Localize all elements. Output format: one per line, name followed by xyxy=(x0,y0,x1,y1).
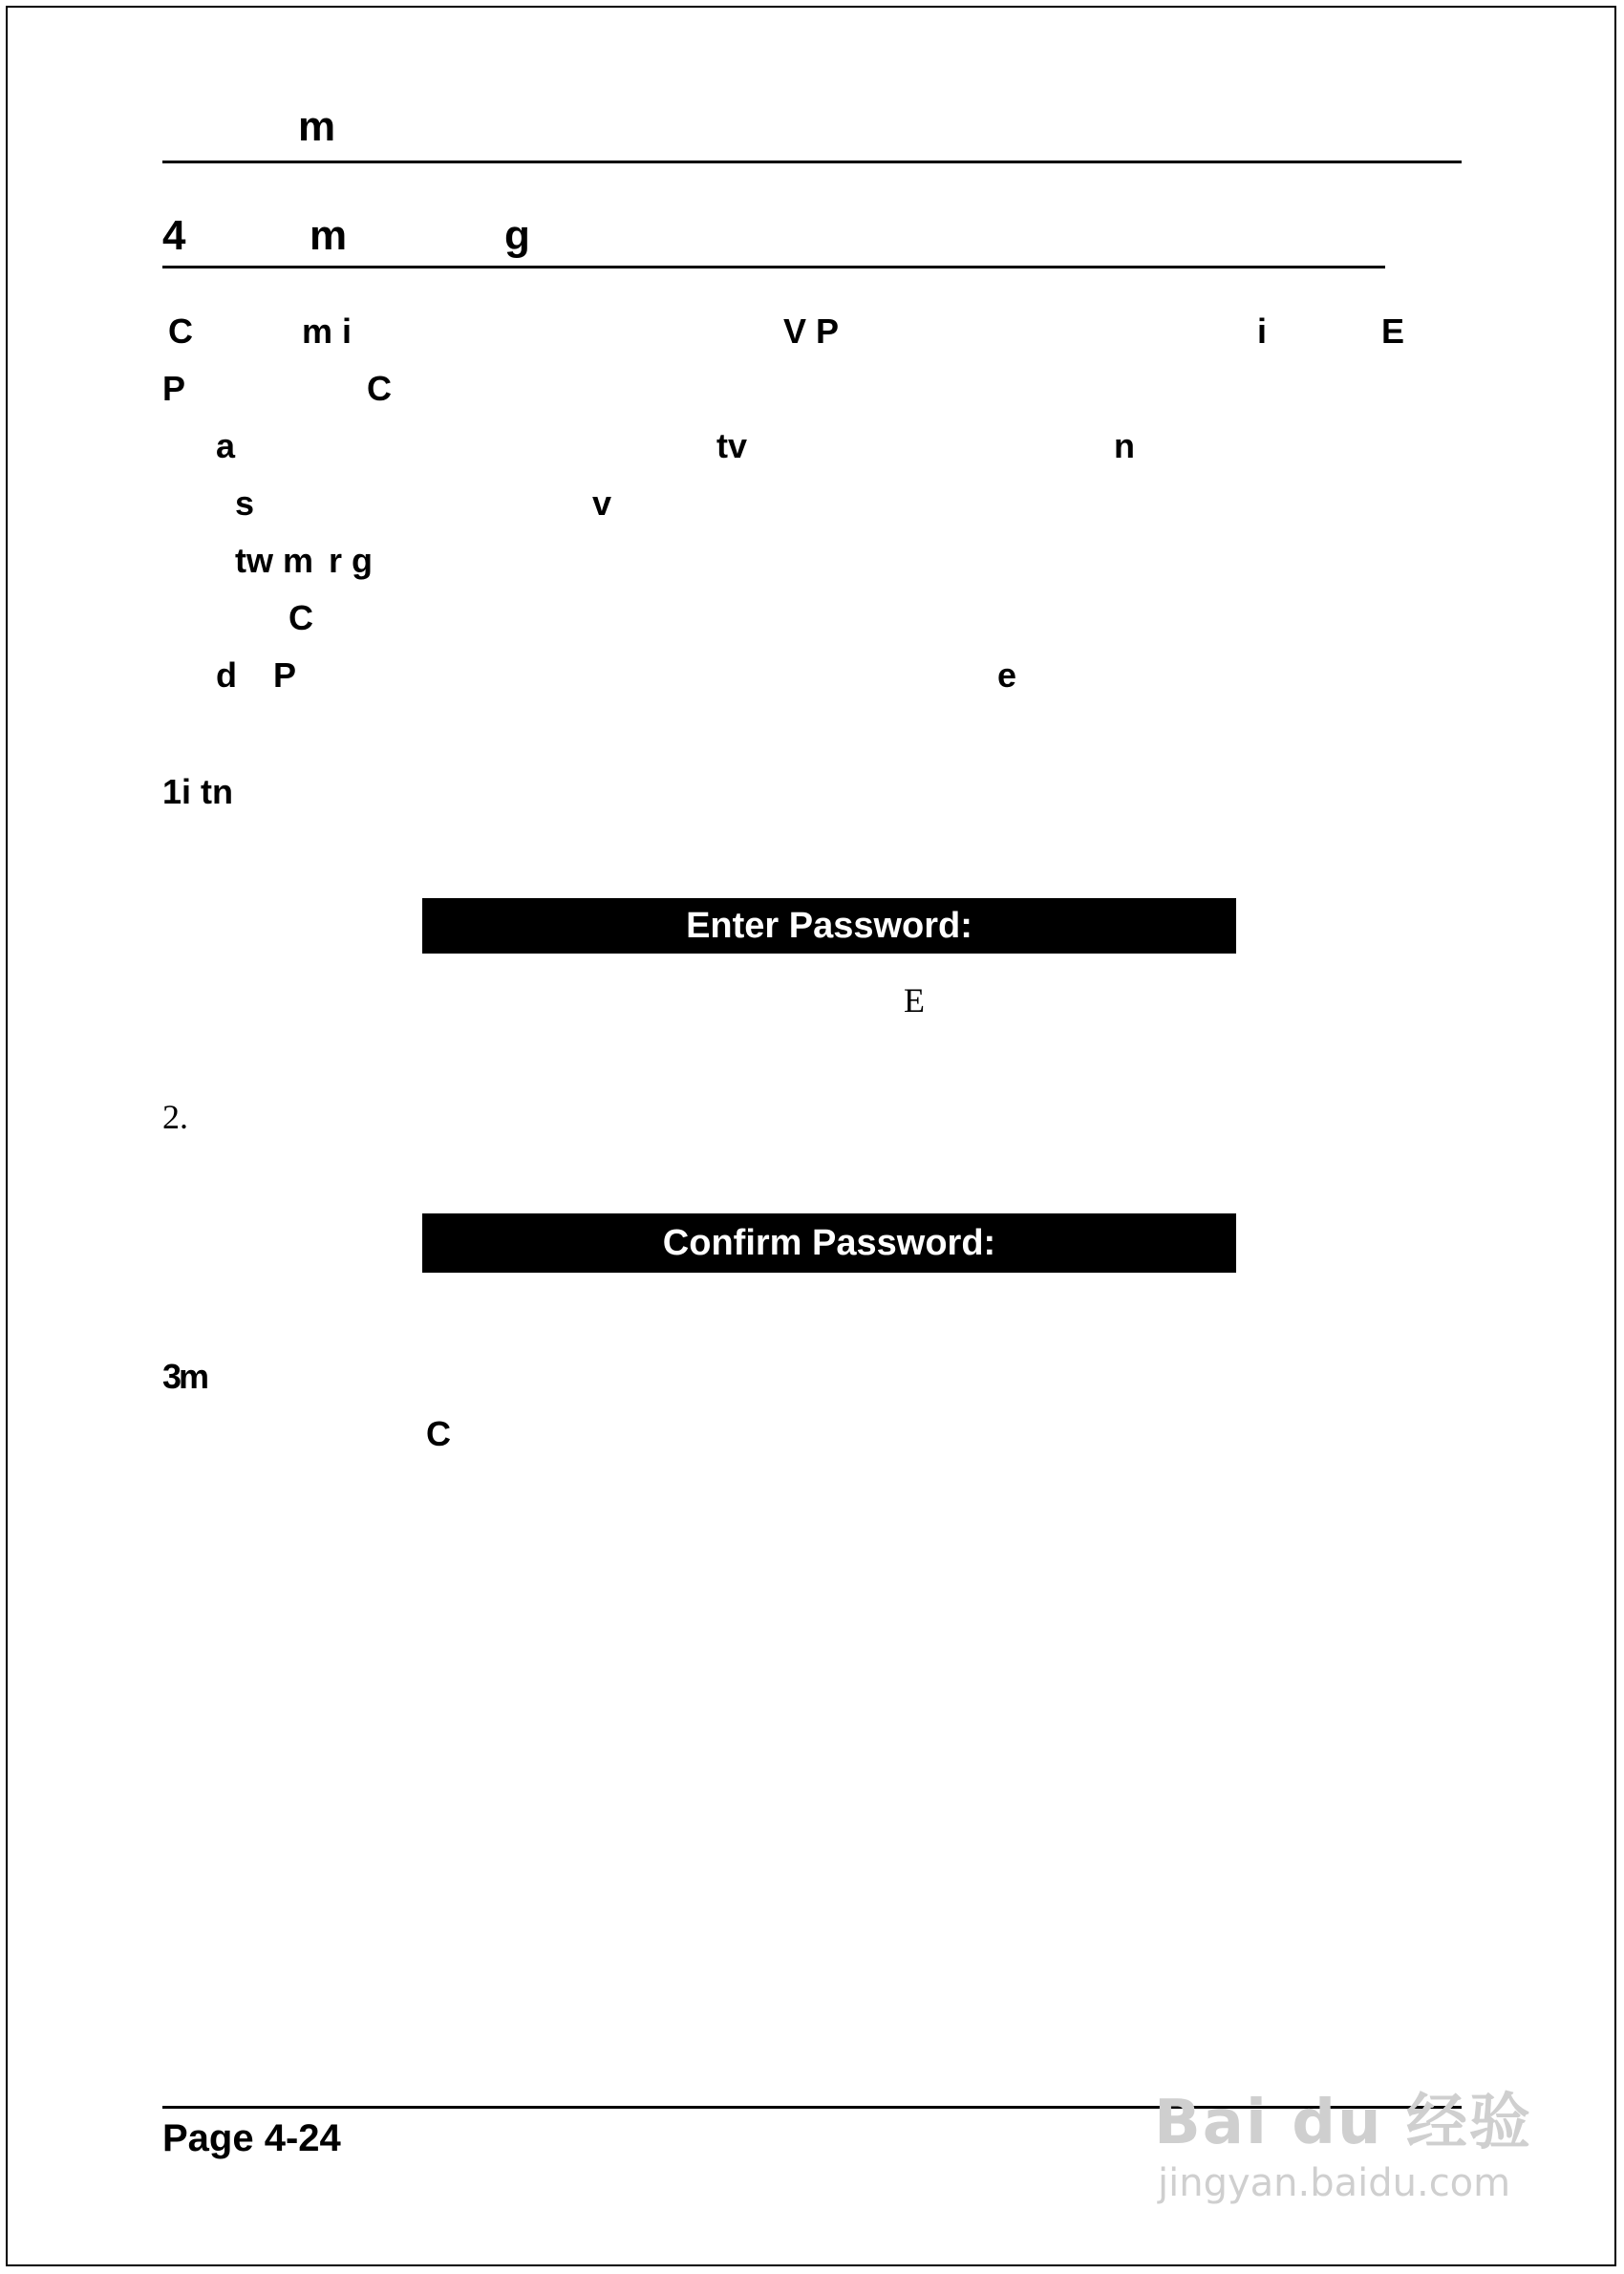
intro-l1-w3: V P xyxy=(783,311,840,351)
watermark-logo: Bai du 经验 xyxy=(1154,2088,1532,2158)
line-4-w1: C xyxy=(288,598,313,637)
line-2-w1: s xyxy=(235,483,255,523)
line-5-w3: e xyxy=(997,655,1017,695)
section-heading-word: m xyxy=(310,212,348,259)
section-number: 4 xyxy=(162,212,186,259)
enter-password-label: Enter Password: xyxy=(686,905,972,946)
step-2-text: 2. xyxy=(162,1098,188,1136)
step-3-line2: C xyxy=(426,1414,451,1453)
intro-l1-w5: E xyxy=(1381,311,1405,351)
confirm-password-label: Confirm Password: xyxy=(662,1222,996,1263)
intro-l2-w2: C xyxy=(367,369,392,408)
line-1-w1: a xyxy=(216,426,236,465)
line-5-w2: P xyxy=(273,655,297,695)
watermark-url: jingyan.baidu.com xyxy=(1158,2161,1511,2205)
step-3-text: 3m xyxy=(162,1357,207,1396)
confirm-password-box[interactable] xyxy=(422,1213,1236,1273)
line-1-w2: tv xyxy=(716,426,748,465)
header-title: m xyxy=(298,103,336,150)
page-number: Page 4-24 xyxy=(162,2117,341,2159)
section-rule xyxy=(162,266,1385,268)
section-heading-tail: g xyxy=(504,212,524,259)
intro-l2-w1: P xyxy=(162,369,186,408)
line-3-w3: r g xyxy=(329,541,374,580)
step-1-note: E xyxy=(904,981,925,1019)
header-rule xyxy=(162,161,1462,163)
enter-password-box[interactable] xyxy=(422,898,1236,954)
line-1-w3: n xyxy=(1114,426,1135,465)
intro-l1-w4: i xyxy=(1257,311,1268,351)
line-5-w1: d xyxy=(216,655,237,695)
intro-l1-w2: m i xyxy=(302,311,353,351)
intro-l1-w1: C xyxy=(168,311,193,351)
step-1-text: 1i tn xyxy=(162,772,234,811)
section-heading-end xyxy=(504,212,524,260)
line-3-w1: tw xyxy=(235,541,273,580)
line-3-w2: m xyxy=(283,541,314,580)
line-2-w2: v xyxy=(592,483,612,523)
